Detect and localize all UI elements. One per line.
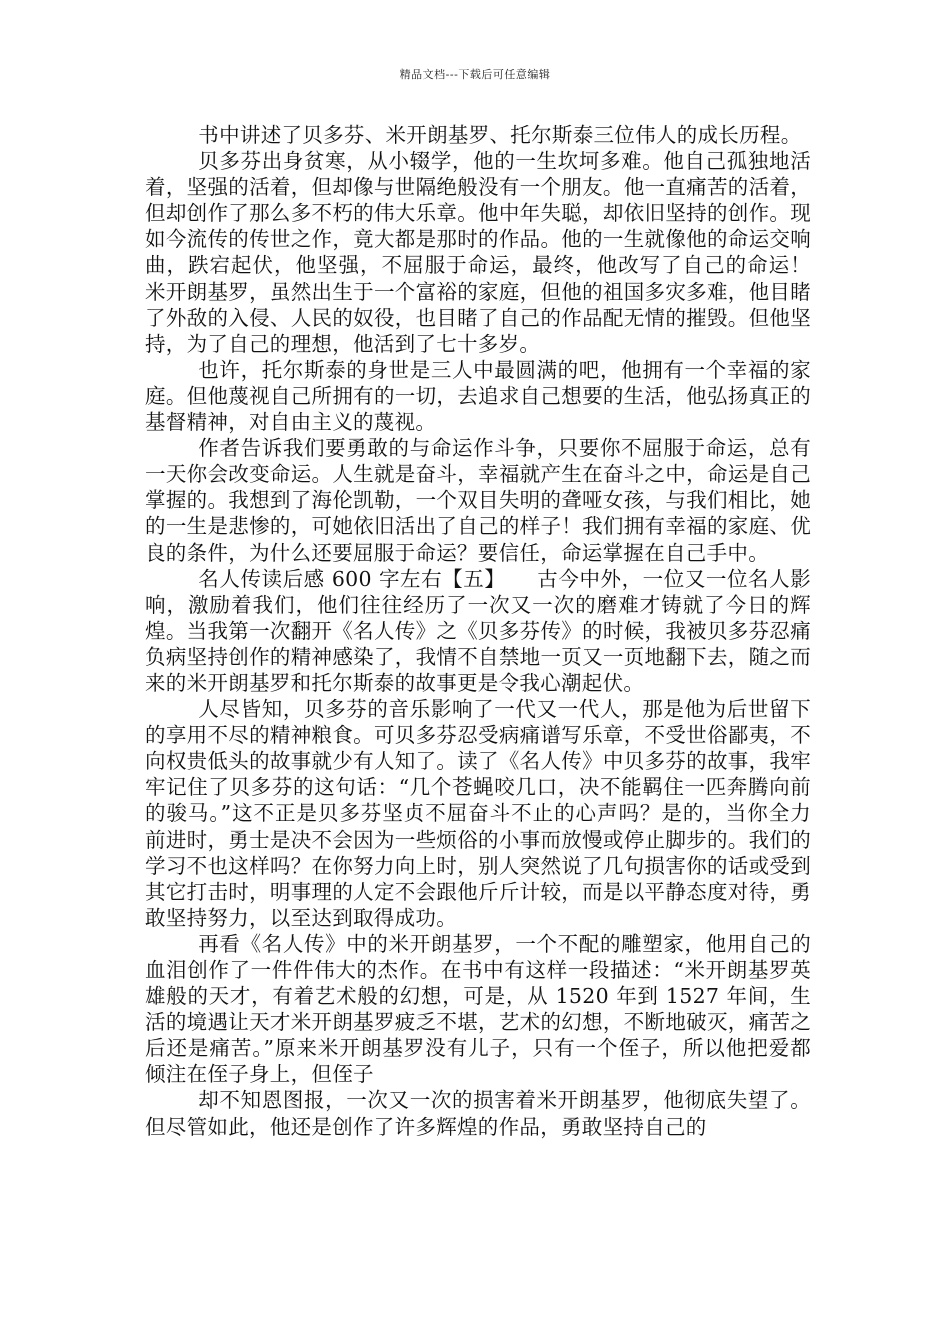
paragraph: 名人传读后感 600 字左右【五】 古今中外，一位又一位名人影响，激励着我们，他们往往经历了一次又一次的磨难才铸就了今日的辉煌。当我第一次翻开《名人传》之《贝多芬传》的时候，我被贝多芬忍痛负病坚持创作的精神感染了，我情不自禁地一页又一页地翻下去，随之而来的米开朗基罗和托尔斯泰的故事更是令我心潮起伏。 (145, 566, 811, 695)
paragraph: 人尽皆知，贝多芬的音乐影响了一代又一代人，那是他为后世留下的享用不尽的精神粮食。可贝多芬忍受病痛谱写乐章，不受世俗鄙夷，不向权贵低头的故事就少有人知了。读了《名人传》中贝多芬的故事，我牢牢记住了贝多芬的这句话：“几个苍蝇咬几口，决不能羁住一匹奔腾向前的骏马。”这不正是贝多芬坚贞不屈奋斗不止的心声吗？是的，当你全力前进时，勇士是决不会因为一些烦俗的小事而放慢或停止脚步的。我们的学习不也这样吗？在你努力向上时，别人突然说了几句损害你的话或受到其它打击时，明事理的人定不会跟他斤斤计较，而是以平静态度对待，勇敢坚持努力，以至达到取得成功。 (145, 697, 811, 930)
document-body (145, 122, 853, 1140)
paragraph: 再看《名人传》中的米开朗基罗，一个不配的雕塑家，他用自己的血泪创作了一件件伟大的杰作。在书中有这样一段描述：“米开朗基罗英雄般的天才，有着艺术般的幻想，可是，从 1520 年到 1527 年间，生活的境遇让天才米开朗基罗疲乏不堪，艺术的幻想，不断地破灭，痛苦之后还是痛苦。”原来米开朗基罗没有儿子，只有一个侄子，所以他把爱都倾注在侄子身上，但侄子 (145, 931, 811, 1087)
paragraph: 贝多芬出身贫寒，从小辍学，他的一生坎坷多难。他自己孤独地活着，坚强的活着，但却像与世隔绝般没有一个朋友。他一直痛苦的活着，但却创作了那么多不朽的伟大乐章。他中年失聪，却依旧坚持的创作。现如今流传的传世之作，竟大都是那时的作品。他的一生就像他的命运交响曲，跌宕起伏，他坚强，不屈服于命运，最终，他改写了自己的命运！ 米开朗基罗，虽然出生于一个富裕的家庭，但他的祖国多灾多难，他目睹了外敌的入侵、人民的奴役，也目睹了自己的作品配无情的摧毁。但他坚持，为了自己的理想，他活到了七十多岁。 (145, 149, 853, 356)
paragraph: 作者告诉我们要勇敢的与命运作斗争，只要你不屈服于命运，总有一天你会改变命运。人生就是奋斗，幸福就产生在奋斗之中，命运是自己掌握的。我想到了海伦凯勒，一个双目失明的聋哑女孩，与我们相比，她的一生是悲惨的，可她依旧活出了自己的样子！我们拥有幸福的家庭、优良的条件，为什么还要屈服于命运？要信任，命运掌握在自己手中。 (145, 436, 811, 565)
paragraph: 也许，托尔斯泰的身世是三人中最圆满的吧，他拥有一个幸福的家庭。但他蔑视自己所拥有的一切，去追求自己想要的生活，他弘扬真正的基督精神，对自由主义的蔑视。 (145, 357, 811, 435)
paragraph: 却不知恩图报，一次又一次的损害着米开朗基罗，他彻底失望了。但尽管如此，他还是创作了许多辉煌的作品，勇敢坚持自己的 (145, 1088, 811, 1139)
page-header: 精品文档---下载后可任意编辑 (399, 68, 551, 81)
paragraph: 书中讲述了贝多芬、米开朗基罗、托尔斯泰三位伟人的成长历程。 (198, 123, 802, 147)
